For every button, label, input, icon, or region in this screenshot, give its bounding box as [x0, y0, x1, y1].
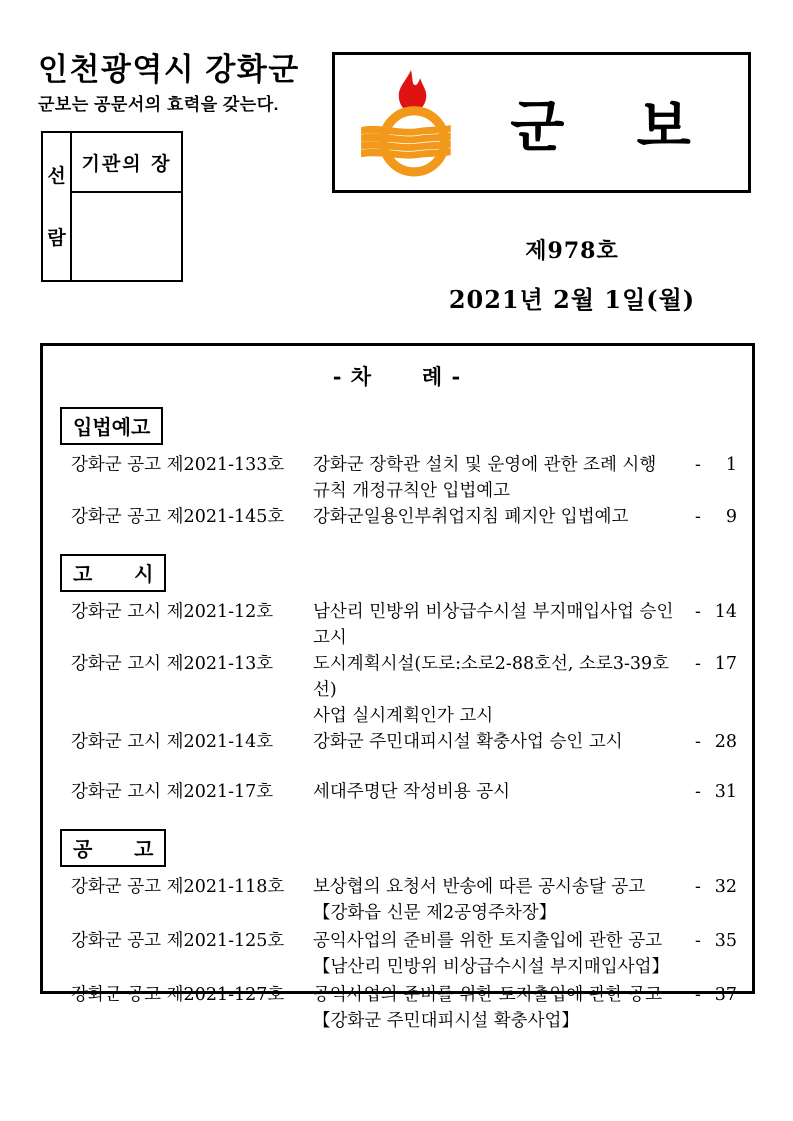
- toc-item-title: [313, 874, 695, 926]
- toc-item-dash: -: [695, 602, 701, 622]
- toc-title: - 차 례 -: [332, 364, 462, 389]
- toc-item-title-line: 【강화읍 신문 제2공영주차장】: [313, 903, 557, 923]
- toc-item-title: [313, 982, 695, 1034]
- toc-item-page-ref: [695, 651, 737, 677]
- toc-item-label: 강화군 고시 제2021-14호: [71, 732, 274, 752]
- toc-item-label: 강화군 공고 제2021-125호: [71, 931, 285, 951]
- toc-item-title-line: 보상협의 요청서 반송에 따른 공시송달 공고: [313, 877, 646, 897]
- toc-item-title-line: 남산리 민방위 비상급수시설 부지매입사업 승인: [313, 602, 674, 622]
- toc-item-title: [313, 928, 695, 980]
- toc-item-title-line: 강화군 주민대피시설 확충사업 승인 고시: [313, 732, 623, 752]
- toc-item-row: [57, 779, 737, 829]
- toc-item-dash: -: [695, 931, 701, 951]
- toc-item-title: [313, 504, 695, 530]
- toc-section-heading-row: [57, 829, 737, 874]
- masthead-title: 군 보: [510, 94, 693, 158]
- toc-item-title: [313, 452, 695, 504]
- toc-section-heading: 공 고: [60, 829, 166, 867]
- toc-item-page-number: 31: [714, 782, 737, 802]
- toc-item-page-ref: [695, 874, 737, 900]
- toc-item-title-line: 강화군 장학관 설치 및 운영에 관한 조례 시행: [313, 455, 657, 475]
- toc-item-label: 강화군 공고 제2021-145호: [71, 507, 285, 527]
- toc-item-label: 강화군 공고 제2021-133호: [71, 455, 285, 475]
- toc-item-label: 강화군 고시 제2021-13호: [71, 654, 274, 674]
- approval-side-char-bottom: 람: [47, 227, 66, 249]
- org-title: 인천광역시 강화군: [38, 52, 300, 87]
- toc-item-row: [57, 982, 737, 1036]
- toc-item-page-ref: [695, 599, 737, 625]
- toc-item-title-line: 도시계획시설(도로:소로2-88호선, 소로3-39호선): [313, 654, 670, 700]
- toc-item-page-ref: [695, 729, 737, 755]
- toc-box: [40, 343, 755, 1031]
- toc-item-page-ref: [695, 928, 737, 954]
- toc-section-heading: 입법예고: [60, 407, 163, 445]
- toc-item-title: [313, 599, 695, 651]
- toc-item-row: [57, 928, 737, 982]
- toc-item-dash: -: [695, 732, 701, 752]
- toc-item-label: 강화군 고시 제2021-17호: [71, 782, 274, 802]
- org-subtitle: 군보는 공문서의 효력을 갖는다.: [38, 95, 279, 114]
- toc-item-row: [57, 452, 737, 504]
- toc-item-title-line: 규칙 개정규칙안 입법예고: [313, 481, 511, 501]
- approval-table: [41, 131, 183, 282]
- toc-item-page-ref: [695, 504, 737, 530]
- toc-section-heading-row: [57, 554, 737, 599]
- toc-item-page-ref: [695, 779, 737, 805]
- toc-item-row: [57, 729, 737, 779]
- toc-item-title: [313, 729, 695, 755]
- toc-item-page-number: 32: [714, 877, 737, 897]
- toc-item-row: [57, 504, 737, 554]
- toc-item-title-line: 【강화군 주민대피시설 확충사업】: [313, 1011, 579, 1031]
- issue-block: [352, 234, 792, 315]
- toc-item-label: 강화군 고시 제2021-12호: [71, 602, 274, 622]
- toc-item-page-number: 37: [714, 985, 737, 1005]
- toc-item-row: [57, 599, 737, 651]
- toc-item-title: [313, 779, 695, 805]
- toc-item-title-line: 【남산리 민방위 비상급수시설 부지매입사업】: [313, 957, 669, 977]
- toc-item-page-number: 17: [714, 654, 737, 674]
- toc-item-title-line: 고시: [313, 628, 347, 648]
- county-emblem-icon: [359, 68, 461, 178]
- toc-section-3: [57, 829, 737, 1036]
- toc-sections: [57, 407, 737, 1036]
- toc-item-label: 강화군 공고 제2021-118호: [71, 877, 285, 897]
- toc-item-title-line: 공익사업의 준비를 위한 토지출입에 관한 공고: [313, 931, 663, 951]
- toc-item-page-number: 35: [714, 931, 737, 951]
- toc-section-1: [57, 407, 737, 554]
- toc-item-page-number: 28: [714, 732, 737, 752]
- toc-item-page-number: 14: [714, 602, 737, 622]
- toc-item-dash: -: [695, 455, 701, 475]
- toc-item-page-ref: [695, 982, 737, 1008]
- approval-side-column: [43, 133, 72, 280]
- toc-item-dash: -: [695, 782, 701, 802]
- toc-section-heading: 고 시: [60, 554, 166, 592]
- toc-item-title-line: 사업 실시계획인가 고시: [313, 706, 494, 726]
- toc-item-title-line: 세대주명단 작성비용 공시: [313, 782, 511, 802]
- toc-section-2: [57, 554, 737, 829]
- toc-item-label: 강화군 공고 제2021-127호: [71, 985, 285, 1005]
- toc-item-dash: -: [695, 507, 701, 527]
- toc-item-title-line: 공익사업의 준비를 위한 토지출입에 관한 공고: [313, 985, 663, 1005]
- emblem-waves-icon: [361, 125, 451, 159]
- toc-section-heading-row: [57, 407, 737, 452]
- issue-number: 제978호: [525, 238, 619, 264]
- toc-item-dash: -: [695, 877, 701, 897]
- issue-date: 2021년 2월 1일(월): [448, 285, 696, 314]
- approval-head-cell: 기관의 장: [72, 133, 181, 193]
- approval-side-char-top: 선: [47, 165, 66, 187]
- toc-item-row: [57, 874, 737, 928]
- toc-item-dash: -: [695, 654, 701, 674]
- toc-item-page-number: 1: [725, 455, 737, 475]
- toc-item-page-ref: [695, 452, 737, 478]
- approval-signature-cell: [72, 193, 181, 280]
- toc-item-row: [57, 651, 737, 729]
- emblem-flame-icon: [399, 70, 427, 112]
- toc-item-dash: -: [695, 985, 701, 1005]
- toc-item-page-number: 9: [725, 507, 737, 527]
- toc-item-title-line: 강화군일용인부취업지침 폐지안 입법예고: [313, 507, 629, 527]
- masthead-box: [332, 52, 751, 193]
- toc-item-title: [313, 651, 695, 729]
- approval-main-column: [72, 133, 181, 280]
